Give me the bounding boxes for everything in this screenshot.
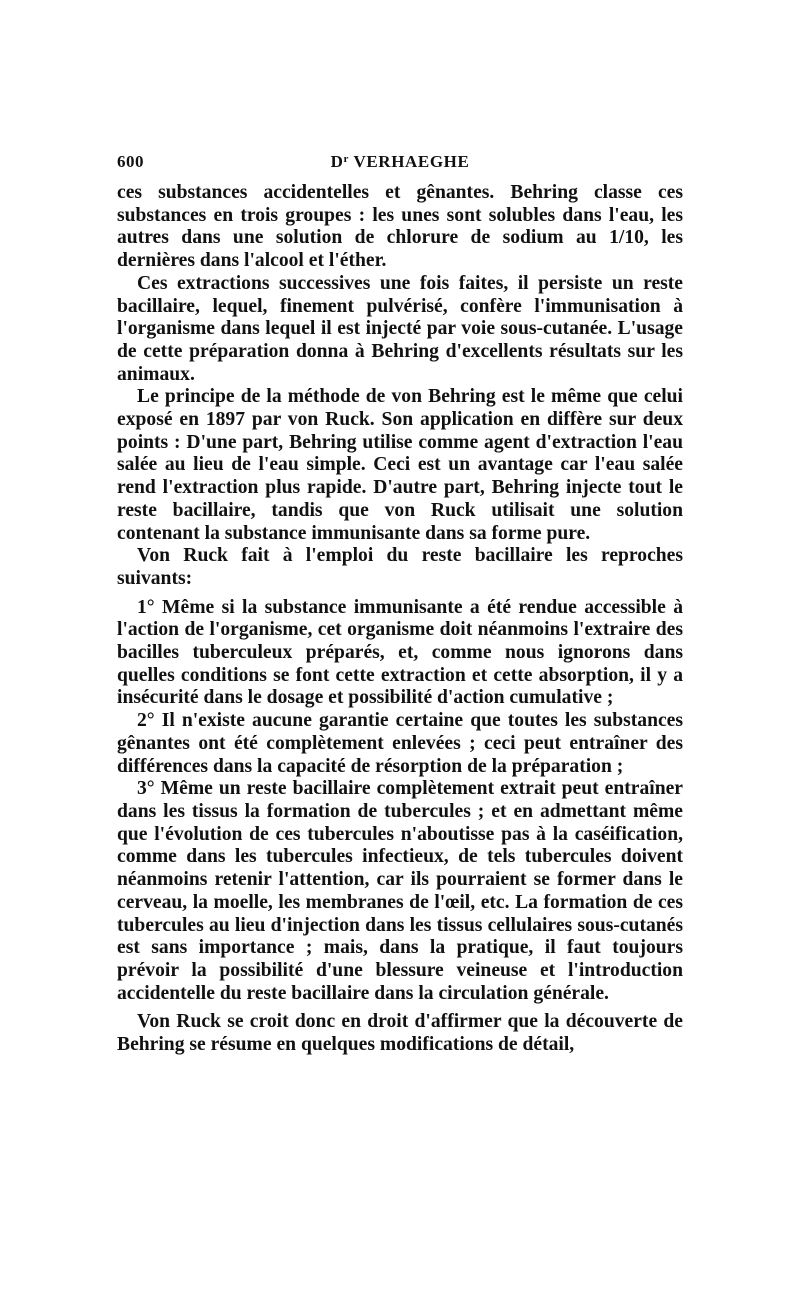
- running-title-name: VERHAEGHE: [348, 152, 470, 171]
- paragraph-point-2: 2° Il n'existe aucune garantie certaine que toutes les substances gênantes ont été complètement enlevées ; ceci peut entraîner des différences dans la capacité de résorption de la préparation ;: [117, 710, 683, 777]
- running-title: [117, 152, 683, 172]
- page-number: 600: [117, 152, 144, 171]
- running-title-prefix: D: [330, 152, 344, 171]
- paragraph-point-1: 1° Même si la substance immunisante a été rendue accessible à l'action de l'organisme, cet organisme doit néanmoins l'extraire des bacilles tuberculeux préparés, et, comme nous ignorons dans quelles conditions se font cette extraction et cette absorption, il y a insécurité dans le dosage et possibilité d'action cumulative ;: [117, 596, 683, 709]
- paragraph-reproaches-intro: Von Ruck fait à l'emploi du reste bacillaire les reproches suivants:: [117, 545, 683, 589]
- body-text: [117, 182, 683, 1057]
- book-page: [117, 146, 683, 1057]
- paragraph-point-3: 3° Même un reste bacillaire complètement extrait peut entraîner dans les tissus la formation de tubercules ; et en admettant même que l'évolution de ces tubercules n'aboutisse pas à la caséification, comme dans les tubercules infectieux, de tels tubercules doivent néanmoins retenir l'attention, car ils pourraient se former dans le cerveau, la moelle, les membranes de l'œil, etc. La formation de ces tubercules au lieu d'injection dans les tissus cellulaires sous-cutanés est sans importance ; mais, dans la pratique, il faut toujours prévoir la possibilité d'une blessure veineuse et l'introduction accidentelle du reste bacillaire dans la circulation générale.: [117, 778, 683, 1004]
- paragraph-continuation: ces substances accidentelles et gênantes. Behring classe ces substances en trois groupes : les unes sont solubles dans l'eau, les autres dans une solution de chlorure de sodium au 1/10, les dernières dans l'alcool et l'éther.: [117, 182, 683, 272]
- paragraph-extractions: Ces extractions successives une fois faites, il persiste un reste bacillaire, lequel, finement pulvérisé, confère l'immunisation à l'organisme dans lequel il est injecté par voie sous-cutanée. L'usage de cette préparation donna à Behring d'excellents résultats sur les animaux.: [117, 272, 683, 385]
- running-head: [117, 146, 683, 176]
- running-title-superscript: r: [343, 153, 349, 165]
- paragraph-conclusion: Von Ruck se croit donc en droit d'affirmer que la découverte de Behring se résume en quelques modifications de détail,: [117, 1011, 683, 1056]
- paragraph-principle: Le principe de la méthode de von Behring est le même que celui exposé en 1897 par von Ruck. Son application en diffère sur deux points : D'une part, Behring utilise comme agent d'extraction l'eau salée au lieu de l'eau simple. Ceci est un avantage car l'eau salée rend l'extraction plus rapide. D'autre part, Behring injecte tout le reste bacillaire, tandis que von Ruck utilisait une solution contenant la substance immunisante dans sa forme pure.: [117, 386, 683, 544]
